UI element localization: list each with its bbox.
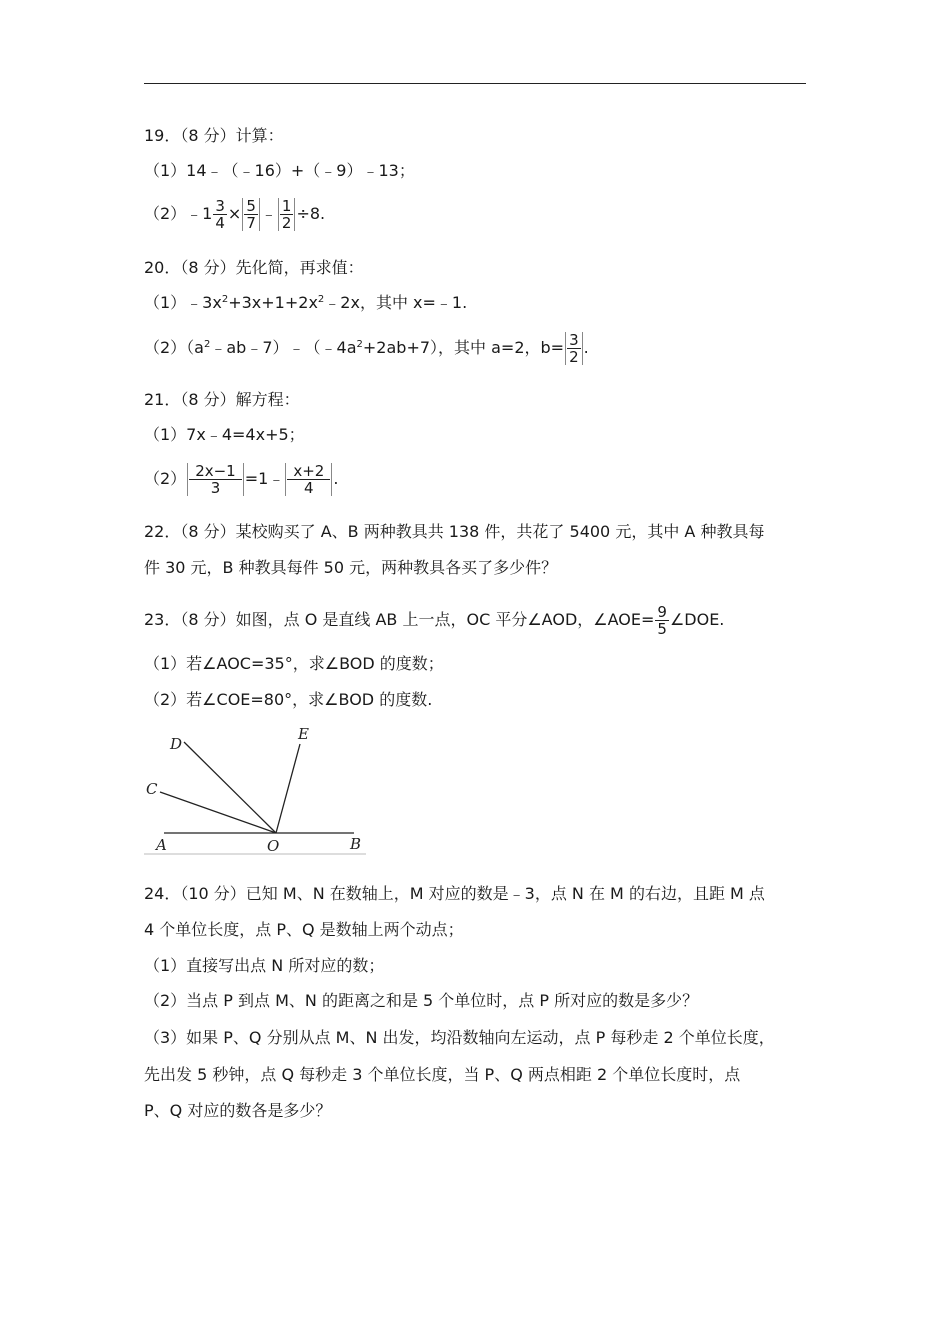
q24-line1: 24．（10 分）已知 M、N 在数轴上，M 对应的数是﹣3，点 N 在 M 的右边，且距 M 点 (144, 884, 765, 903)
fraction-numerator: 1 (281, 197, 292, 215)
q24-part3-line3: P、Q 对应的数各是多少？ (144, 1101, 332, 1120)
minus-sign: ﹣ (260, 204, 277, 223)
fraction-denominator: 2 (569, 348, 579, 366)
fraction-numerator: 3 (569, 331, 579, 349)
q20-part2-a: （2）（a (144, 338, 204, 357)
q20-title: 20．（8 分）先化简，再求值： (144, 258, 364, 277)
q20-part2 (144, 332, 589, 365)
fraction-numerator: 9 (657, 603, 667, 621)
q23-title (144, 604, 724, 637)
period: . (583, 338, 589, 357)
ray-oc (160, 792, 276, 833)
exponent: 2 (204, 339, 211, 350)
exponent: 2 (221, 294, 229, 305)
q24-line2: 4 个单位长度，点 P、Q 是数轴上两个动点； (144, 920, 464, 939)
q20-part1-b: +3x+1+2x (228, 293, 318, 312)
q21-part2 (144, 463, 338, 496)
fraction-denominator: 4 (287, 479, 330, 496)
times-sign: × (227, 204, 242, 223)
ray-oe (276, 744, 300, 833)
q24-part3-line2: 先出发 5 秒钟，点 Q 每秒走 3 个单位长度，当 P、Q 两点相距 2 个单位长度时，点 (144, 1065, 741, 1084)
q21-part2-mid: =1﹣ (244, 469, 285, 488)
q20-part2-c: +2ab+7），其中 a=2，b= (362, 338, 565, 357)
q19-part2-suffix: ÷8. (296, 204, 326, 223)
fraction-denominator: 4 (215, 214, 225, 232)
fraction-numerator: x+2 (293, 462, 325, 480)
q20-fraction (565, 332, 583, 365)
q19-fraction-3 (278, 198, 296, 231)
q21-part1: （1）7x﹣4=4x+5； (144, 425, 305, 444)
fraction-denominator: 3 (189, 479, 242, 496)
q20-part1-a: （1）﹣3x (144, 293, 222, 312)
q24-part2: （2）当点 P 到点 M、N 的距离之和是 5 个单位时，点 P 所对应的数是多少？ (144, 991, 699, 1010)
q19-fraction-2 (242, 198, 260, 231)
fraction-numerator: 3 (215, 197, 225, 215)
q21-part2-prefix: （2） (144, 469, 187, 488)
q24-part1: （1）直接写出点 N 所对应的数； (144, 956, 385, 975)
q21-fraction-2 (285, 463, 332, 496)
q22-line1: 22．（8 分）某校购买了 A、B 两种教具共 138 件，共花了 5400 元，其中 A 种教具每 (144, 522, 765, 541)
fraction-denominator: 7 (246, 214, 256, 232)
q19-part2 (144, 198, 325, 231)
label-c: C (146, 780, 158, 798)
fraction-numerator: 5 (246, 197, 256, 215)
q19-part2-prefix: （2）﹣1 (144, 204, 213, 223)
q23-part2: （2）若∠COE=80°，求∠BOD 的度数. (144, 690, 433, 709)
q19-part1: （1）14﹣（﹣16）+（﹣9）﹣13； (144, 161, 415, 180)
period: . (333, 469, 339, 488)
q23-title-b: ∠DOE. (669, 610, 725, 629)
q20-part1-c: ﹣2x，其中 x=﹣1. (324, 293, 468, 312)
fraction-denominator: 2 (281, 214, 292, 232)
q22-line2: 件 30 元，B 种教具每件 50 元，两种教具各买了多少件？ (144, 558, 558, 577)
label-e: E (298, 725, 309, 743)
q19-fraction-1 (213, 198, 227, 231)
label-b: B (350, 835, 362, 853)
q20-part2-b: ﹣ab﹣7）﹣（﹣4a (210, 338, 357, 357)
q24-part3-line1: （3）如果 P、Q 分别从点 M、N 出发，均沿数轴向左运动，点 P 每秒走 2 个单位长度， (144, 1028, 775, 1047)
label-o: O (267, 837, 280, 855)
q23-part1: （1）若∠AOC=35°，求∠BOD 的度数； (144, 654, 444, 673)
q20-part1 (144, 293, 467, 313)
fraction-numerator: 2x−1 (195, 462, 236, 480)
q23-title-a: 23．（8 分）如图，点 O 是直线 AB 上一点，OC 平分∠AOD，∠AOE= (144, 610, 655, 629)
q21-title: 21．（8 分）解方程： (144, 390, 300, 409)
exponent: 2 (317, 294, 325, 305)
label-a: A (156, 836, 167, 854)
geometry-figure (140, 718, 372, 860)
q21-fraction-1 (187, 463, 244, 496)
label-d: D (170, 735, 183, 753)
q23-fraction (655, 604, 669, 637)
fraction-denominator: 5 (657, 620, 667, 638)
q19-title: 19．（8 分）计算： (144, 126, 284, 145)
ray-od (184, 742, 276, 833)
exponent: 2 (356, 339, 363, 350)
header-rule (144, 83, 806, 84)
